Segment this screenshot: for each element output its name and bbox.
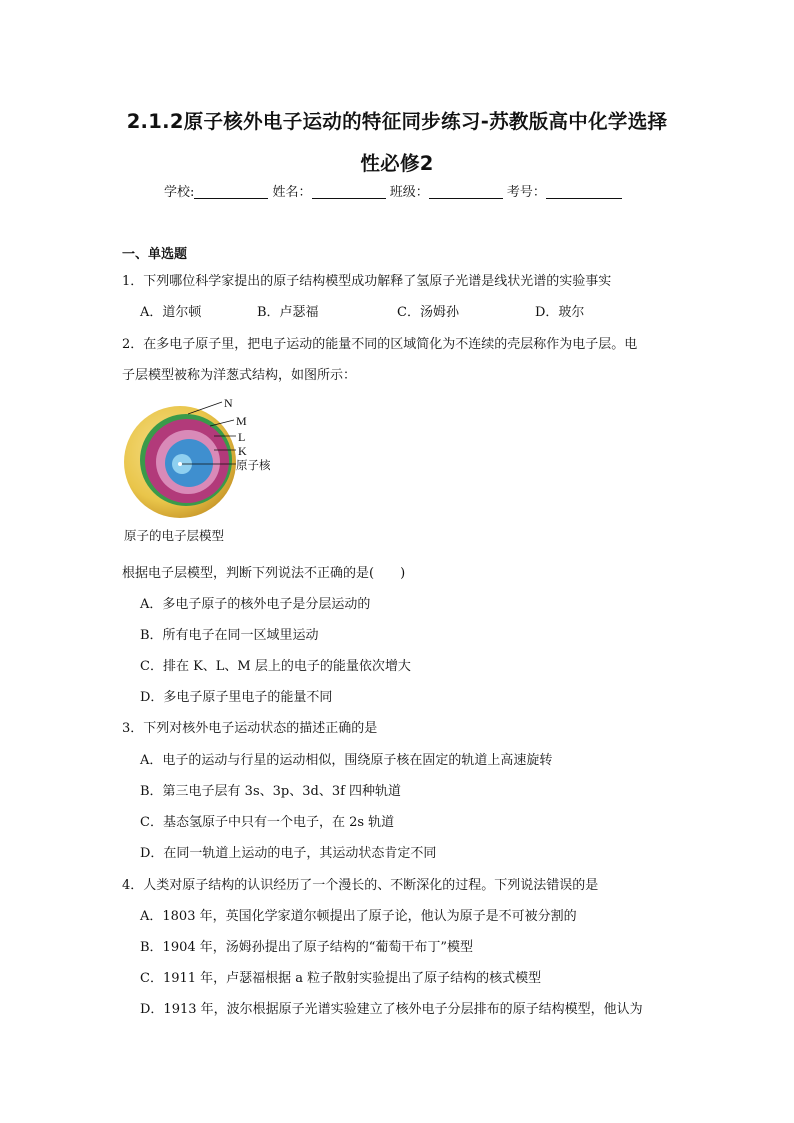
section-heading: 一、单选题 xyxy=(122,247,188,262)
question-1-option-c: C．汤姆孙 xyxy=(397,305,459,320)
name-blank[interactable] xyxy=(312,184,386,199)
question-4-option-d: D．1913 年，波尔根据原子光谱实验建立了核外电子分层排布的原子结构模型，他认为 xyxy=(140,1002,643,1017)
question-3-option-a: A．电子的运动与行星的运动相似，围绕原子核在固定的轨道上高速旋转 xyxy=(140,753,553,768)
class-blank[interactable] xyxy=(429,184,503,199)
school-blank[interactable] xyxy=(194,184,268,199)
question-2-stem-line-1: 2．在多电子原子里，把电子运动的能量不同的区域简化为不连续的壳层称作为电子层。电 xyxy=(122,337,638,352)
figure-caption: 原子的电子层模型 xyxy=(124,528,225,543)
question-3-stem: 3．下列对核外电子运动状态的描述正确的是 xyxy=(122,721,378,736)
question-1-stem: 1．下列哪位科学家提出的原子结构模型成功解释了氢原子光谱是线状光谱的实验事实 xyxy=(122,274,612,289)
question-3-option-d: D．在同一轨道上运动的电子，其运动状态肯定不同 xyxy=(140,846,437,861)
question-2-option-a: A．多电子原子的核外电子是分层运动的 xyxy=(140,597,371,612)
page-title-line-2: 性必修2 xyxy=(360,152,434,175)
question-4-stem: 4．人类对原子结构的认识经历了一个漫长的、不断深化的过程。下列说法错误的是 xyxy=(122,878,599,893)
exam-number-blank[interactable] xyxy=(546,184,622,199)
label-n: N xyxy=(224,396,233,410)
student-info-line xyxy=(164,181,622,200)
question-1-option-a: A．道尔顿 xyxy=(140,305,202,320)
question-2-option-c: C．排在 K、L、M 层上的电子的能量依次增大 xyxy=(140,659,411,674)
exam-number-label: 考号： xyxy=(506,185,546,200)
question-4-option-c: C．1911 年，卢瑟福根据 a 粒子散射实验提出了原子结构的核式模型 xyxy=(140,971,542,986)
question-1-option-d: D．玻尔 xyxy=(535,305,585,320)
question-4-option-b: B．1904 年，汤姆孙提出了原子结构的“葡萄干布丁”模型 xyxy=(140,940,474,955)
label-nucleus: 原子核 xyxy=(236,458,271,472)
school-label: 学校: xyxy=(164,185,195,200)
question-1-option-b: B．卢瑟福 xyxy=(257,305,319,320)
page-title-line-1: 2.1.2原子核外电子运动的特征同步练习-苏教版高中化学选择 xyxy=(126,110,668,133)
question-4-option-a: A．1803 年，英国化学家道尔顿提出了原子论，他认为原子是不可被分割的 xyxy=(140,909,577,924)
label-l: L xyxy=(238,430,246,444)
question-2-stem-line-2: 子层模型被称为洋葱式结构，如图所示： xyxy=(122,368,357,383)
label-k: K xyxy=(238,444,247,458)
question-2-prompt: 根据电子层模型，判断下列说法不正确的是( ) xyxy=(122,566,406,581)
name-label: 姓名： xyxy=(272,185,312,200)
label-m: M xyxy=(236,414,247,428)
question-3-option-c: C．基态氢原子中只有一个电子，在 2s 轨道 xyxy=(140,815,395,830)
question-3-option-b: B．第三电子层有 3s、3p、3d、3f 四种轨道 xyxy=(140,784,402,799)
question-2-option-d: D．多电子原子里电子的能量不同 xyxy=(140,690,333,705)
class-label: 班级： xyxy=(389,185,429,200)
question-2-option-b: B．所有电子在同一区域里运动 xyxy=(140,628,319,643)
